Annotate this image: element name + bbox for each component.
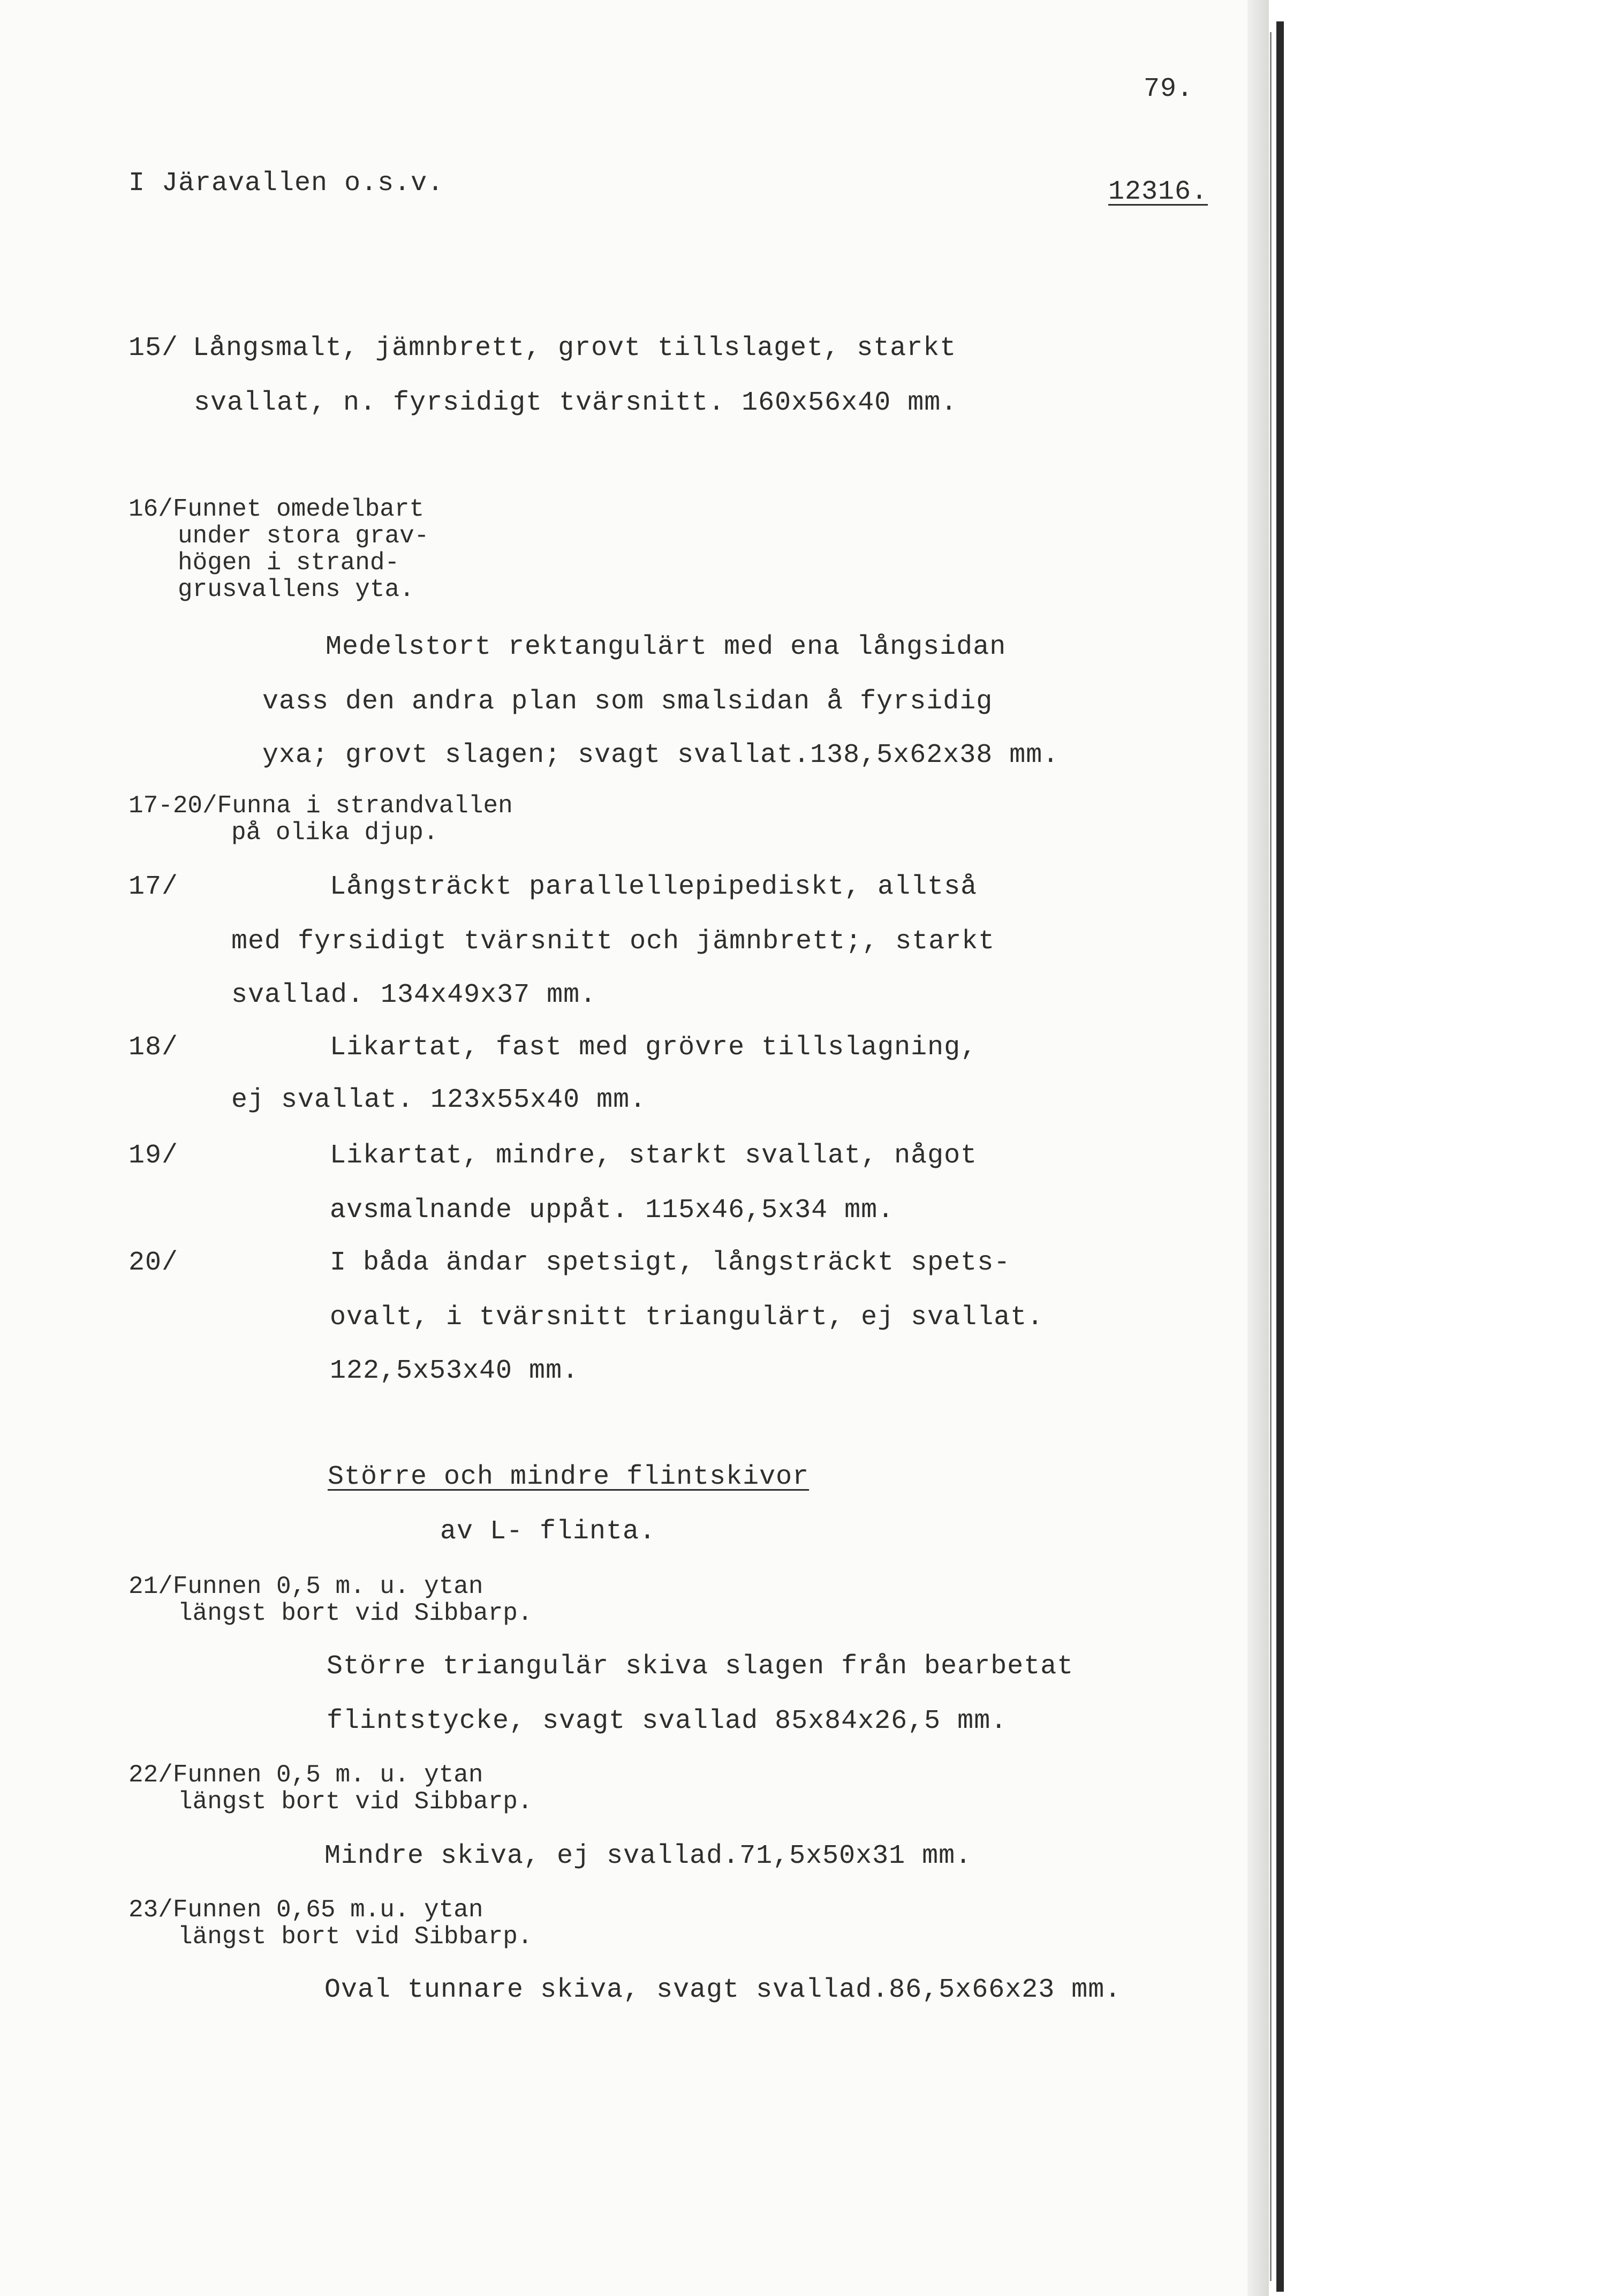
- entry-20-line-2: ovalt, i tvärsnitt triangulärt, ej svallat.: [330, 1302, 1044, 1333]
- entry-16-note-4: grusvallens yta.: [178, 576, 414, 603]
- entry-16-line-3: yxa; grovt slagen; svagt svallat.138,5x62x38 mm.: [262, 740, 1060, 771]
- entry-16-note-2: under stora grav-: [178, 522, 429, 550]
- spine-line: [1276, 21, 1284, 2292]
- entry-19-number: 19/: [128, 1141, 179, 1171]
- entry-16-line-2: vass den andra plan som smalsidan å fyrsidig: [262, 686, 993, 717]
- spine-edge: [1270, 32, 1272, 2281]
- section-heading: Större och mindre flintskivor: [328, 1462, 810, 1492]
- entry-20-number: 20/: [128, 1248, 179, 1278]
- entry-23-line-1: Oval tunnare skiva, svagt svallad.86,5x66x23 mm.: [324, 1975, 1122, 2005]
- entry-19-line-1: Likartat, mindre, starkt svallat, något: [330, 1141, 978, 1171]
- entry-21-line-1: Större triangulär skiva slagen från bearbetat: [327, 1651, 1074, 1682]
- page-number: 79.: [1144, 74, 1194, 104]
- entry-20-line-3: 122,5x53x40 mm.: [330, 1356, 579, 1386]
- entry-17-number: 17/: [128, 872, 179, 902]
- binding-margin: [1269, 0, 1619, 2296]
- group-17-20-note-1: 17-20/Funna i strandvallen: [128, 792, 513, 820]
- entry-15-line-1: Långsmalt, jämnbrett, grovt tillslaget, starkt: [193, 333, 957, 364]
- entry-15-number: 15/: [128, 333, 179, 364]
- entry-15-line-2: svallat, n. fyrsidigt tvärsnitt. 160x56x40 mm.: [194, 388, 958, 418]
- entry-17-line-2: med fyrsidigt tvärsnitt och jämnbrett;, starkt: [231, 926, 995, 957]
- section-subheading: av L- flinta.: [440, 1516, 656, 1547]
- entry-20-line-1: I båda ändar spetsigt, långsträckt spets-: [330, 1248, 1011, 1278]
- entry-17-line-3: svallad. 134x49x37 mm.: [231, 980, 597, 1010]
- catalog-number: 12316.: [1108, 177, 1208, 207]
- entry-21-note-1: 21/Funnen 0,5 m. u. ytan: [128, 1573, 483, 1600]
- entry-21-line-2: flintstycke, svagt svallad 85x84x26,5 mm.: [327, 1706, 1008, 1736]
- page-shadow: [1247, 0, 1269, 2296]
- page-title: I Järavallen o.s.v.: [128, 168, 444, 199]
- entry-18-number: 18/: [128, 1032, 179, 1063]
- entry-17-line-1: Långsträckt parallellepipediskt, alltså: [330, 872, 978, 902]
- entry-23-note-1: 23/Funnen 0,65 m.u. ytan: [128, 1896, 483, 1924]
- entry-18-line-2: ej svallat. 123x55x40 mm.: [231, 1085, 647, 1115]
- entry-22-line-1: Mindre skiva, ej svallad.71,5x50x31 mm.: [324, 1841, 972, 1871]
- group-17-20-note-2: på olika djup.: [231, 819, 438, 847]
- entry-16-line-1: Medelstort rektangulärt med ena långsidan: [326, 632, 1007, 662]
- entry-16-note-1: 16/Funnet omedelbart: [128, 495, 425, 523]
- entry-16-note-3: högen i strand-: [178, 549, 400, 577]
- entry-18-line-1: Likartat, fast med grövre tillslagning,: [330, 1032, 978, 1063]
- entry-22-note-1: 22/Funnen 0,5 m. u. ytan: [128, 1761, 483, 1789]
- entry-21-note-2: längst bort vid Sibbarp.: [178, 1599, 533, 1627]
- entry-22-note-2: längst bort vid Sibbarp.: [178, 1788, 533, 1816]
- entry-23-note-2: längst bort vid Sibbarp.: [178, 1923, 533, 1951]
- entry-19-line-2: avsmalnande uppåt. 115x46,5x34 mm.: [330, 1195, 895, 1226]
